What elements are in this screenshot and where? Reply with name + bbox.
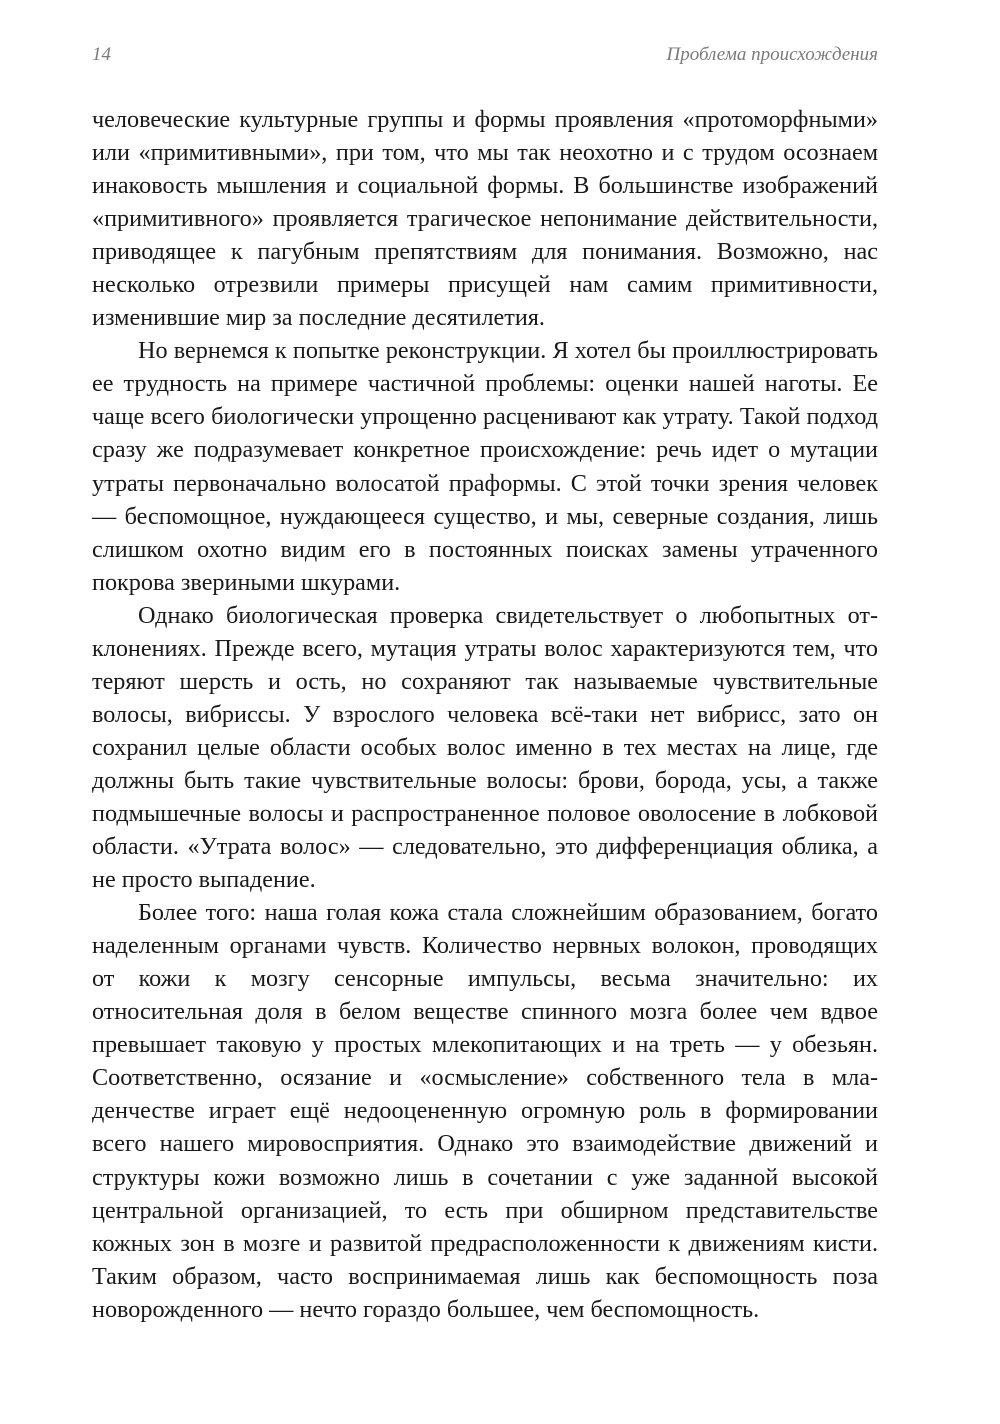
body-text — [92, 103, 878, 1326]
running-title: Проблема происхождения — [666, 44, 878, 65]
running-head — [92, 44, 878, 74]
paragraph: человеческие культурные группы и формы проявления «протоморфными» или «примитивными», при том, что мы так неохотно и с трудом осознаем инаковость мышления и социальной формы. В большинстве изображений «примитивного» проявляется трагическое непонимание действительности, приводящее к пагубным препятствиям для понимания. Возможно, нас несколько отрезвили примеры присущей нам самим примитивности, изменившие мир за последние десятилетия. — [92, 106, 878, 332]
paragraph: Но вернемся к попытке реконструкции. Я хотел бы проиллюстрировать ее трудность на примере частичной проблемы: оценки нашей наготы. Ее чаще всего биологически упрощенно расценивают как утрату. Такой подход сразу же подразумевает конкретное происхождение: речь идет о мутации утраты первоначально волосатой праформы. С этой точки зрения человек — беспомощное, нуждающееся существо, и мы, северные создания, лишь слишком охотно видим его в постоянных поисках замены утраченного покрова звериными шкурами. — [92, 337, 878, 596]
page-number: 14 — [92, 44, 111, 65]
paragraph: Однако биологическая проверка свидетельствует о любопытных отклонениях. Прежде всего, мутация утраты волос характеризуются тем, что теряют шерсть и ость, но сохраняют так называемые чувствительные волосы, вибриссы. У взрослого человека всё-таки нет вибрисс, зато он сохранил целые области особых волос именно в тех местах на лице, где должны быть такие чувствительные волосы: брови, борода, усы, а также подмышечные волосы и распространенное половое оволосение в лобковой области. «Утрата волос» — следовательно, это дифференциация облика, а не просто выпадение. — [92, 601, 878, 894]
paragraph: Более того: наша голая кожа стала сложнейшим образованием, богато наделенным органами чувств. Количество нервных волокон, проводящих от кожи к мозгу сенсорные импульсы, весьма значительно: их относительная доля в белом веществе спинного мозга более чем вдвое превышает таковую у простых млекопитающих и на треть — у обезьян. Соответственно, осязание и «осмысление» собственного тела в младенчестве играет ещё недооцененную огромную роль в формировании всего нашего мировосприятия. Однако это взаимодействие движений и структуры кожи возможно лишь в сочетании с уже заданной высокой центральной организацией, то есть при обширном представительстве кожных зон в мозге и развитой предрасположенности к движениям кисти. Таким образом, часто воспринимаемая лишь как беспомощность поза новорожденного — нечто гораздо большее, чем беспомощность. — [92, 899, 878, 1323]
